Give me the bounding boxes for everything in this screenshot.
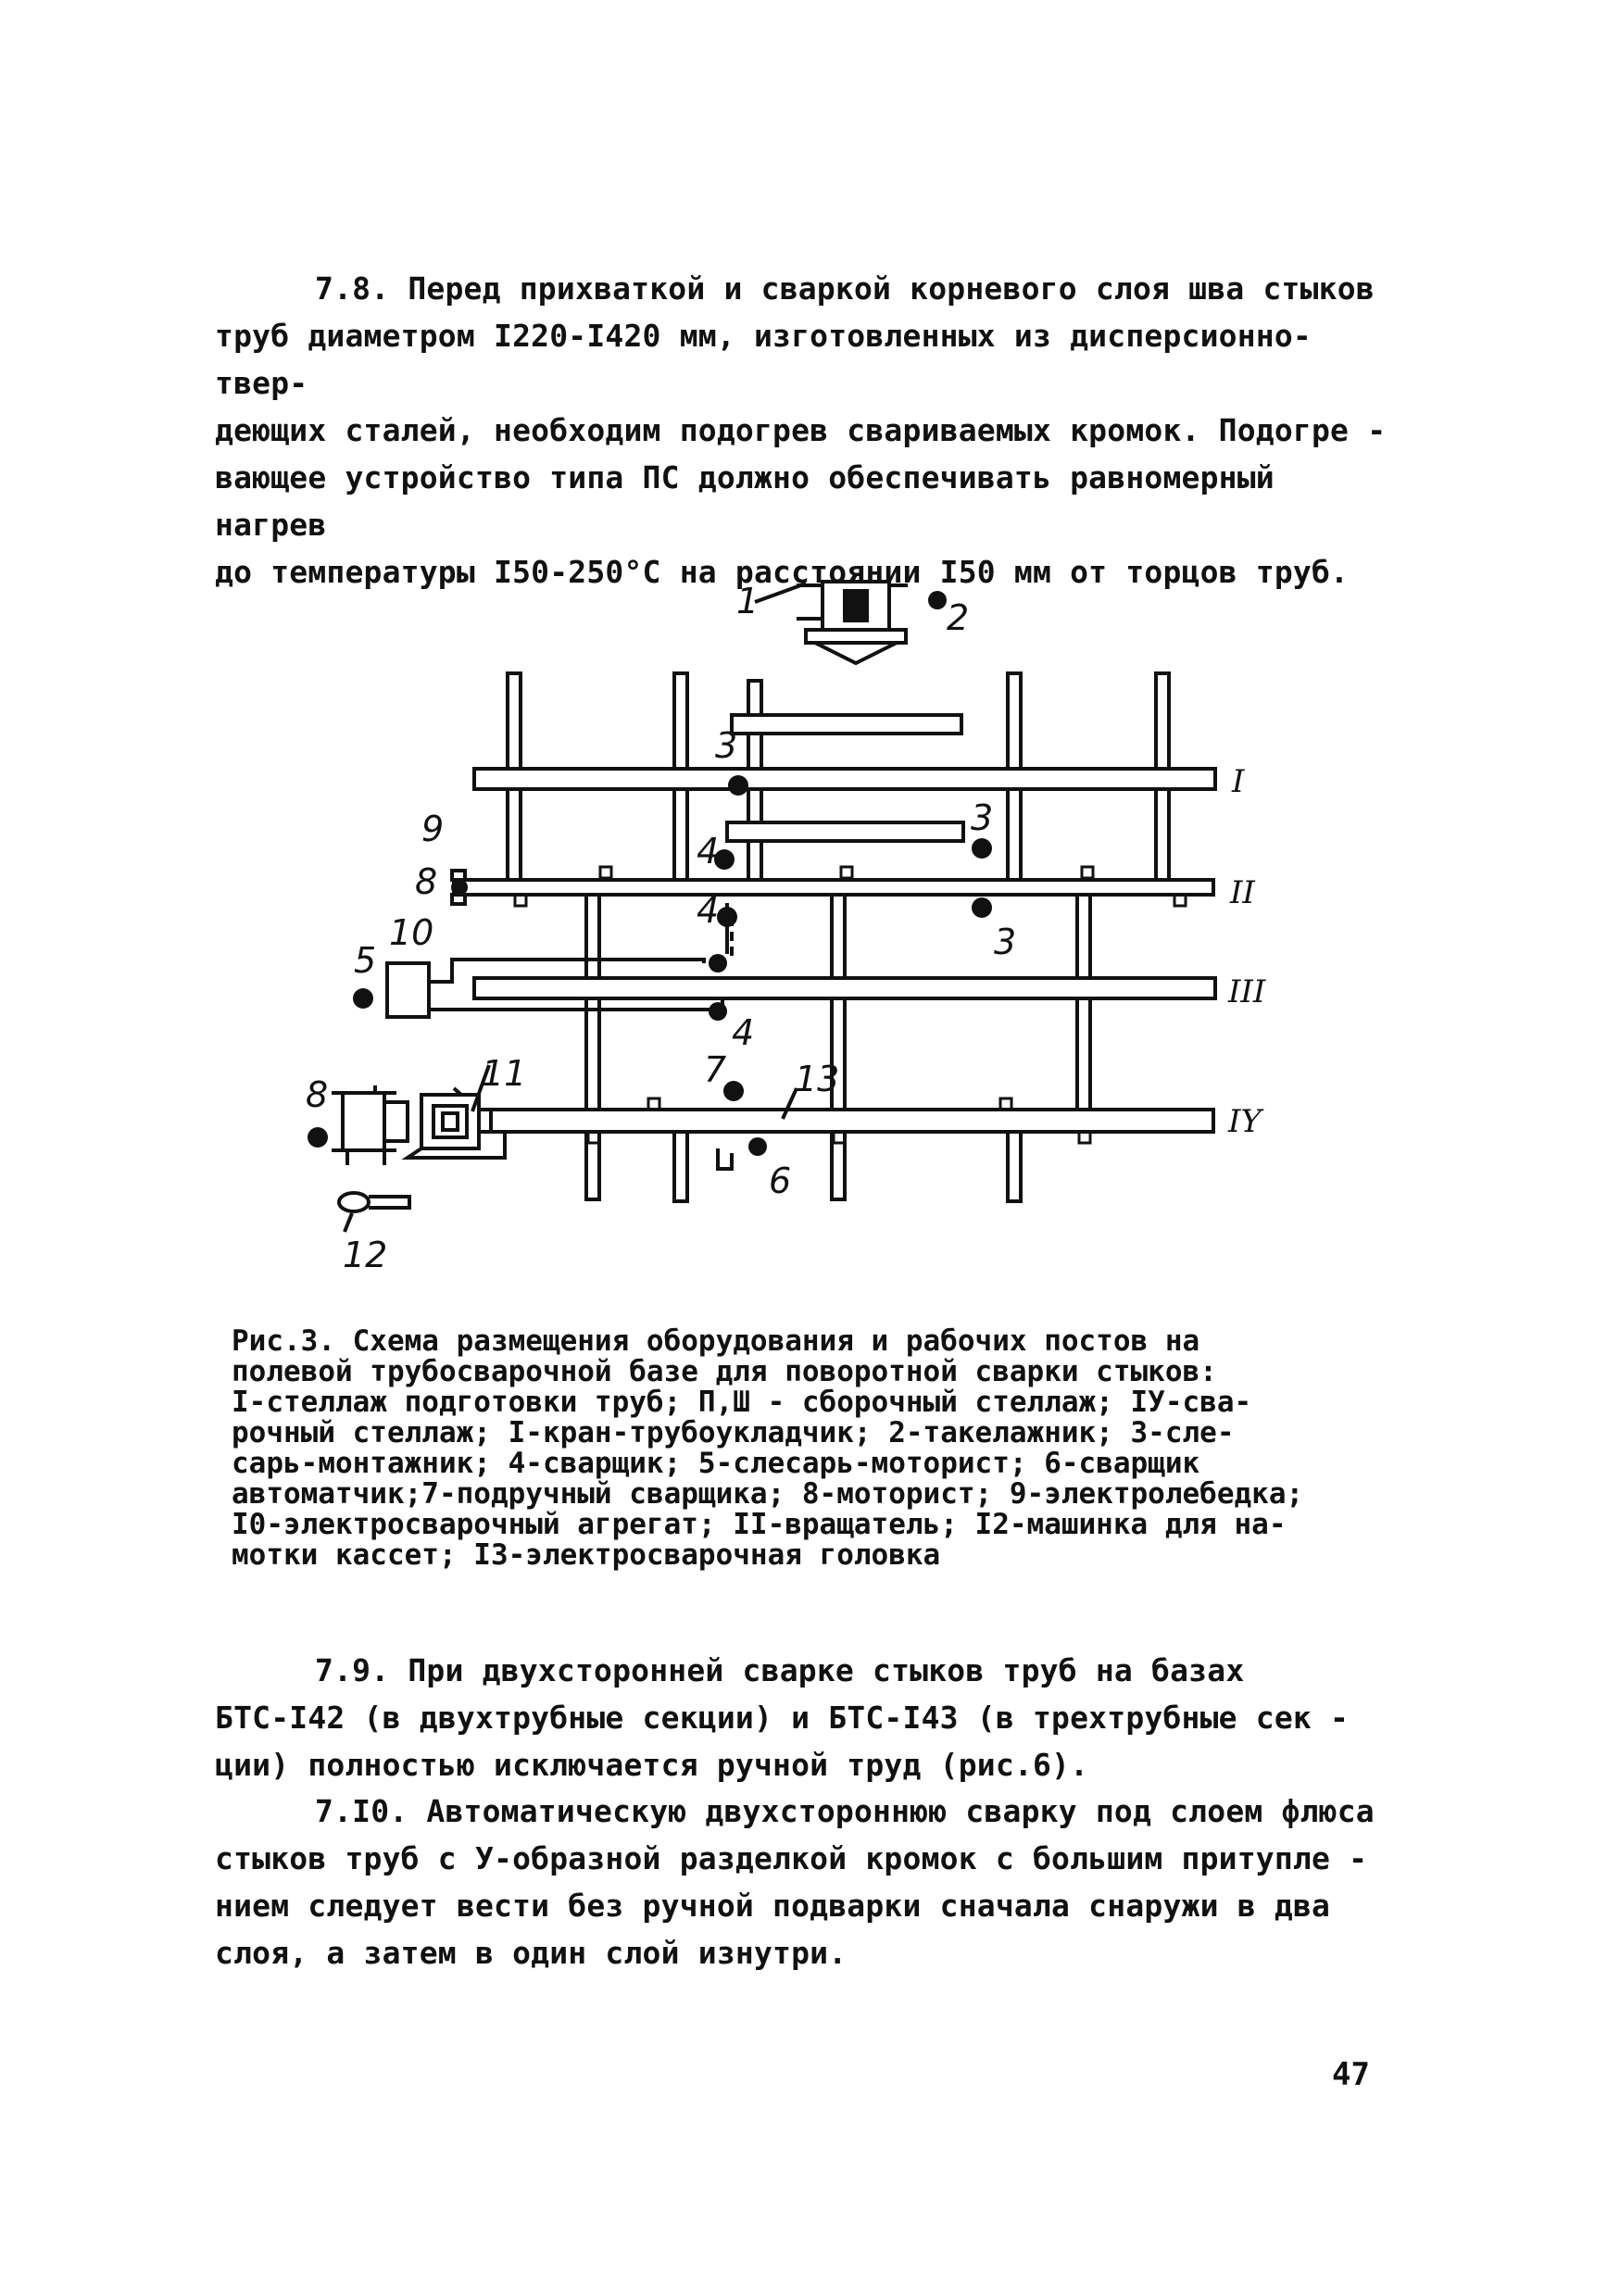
label-3a: 3 [715,725,738,766]
page-number: 47 [1332,2056,1370,2093]
rack-II [454,880,1213,895]
welding-generator-icon [387,963,429,1017]
worker-2-marker [928,591,947,609]
worker-4c-marker [709,954,727,972]
worker-8-marker [308,1127,328,1148]
rack-I-upper-pipe [732,715,961,734]
label-3c: 3 [994,922,1017,962]
rack-IV [491,1110,1213,1132]
label-4c: 4 [732,1012,755,1053]
label-13: 13 [795,1059,840,1099]
rack-III [474,978,1215,998]
rack-I [474,769,1215,789]
rack-label-II: II [1230,874,1255,911]
worker-5-marker [353,988,373,1009]
worker-markers [308,591,992,1156]
label-6: 6 [769,1161,792,1201]
figure-caption: Рис.3. Схема размещения оборудования и рабочих постов на полевой трубосварочной базе для поворотной сварки стыков: I-стеллаж подготовки труб; П,Ш - сборочный стеллаж; IУ-сва- рочный стеллаж; I-кран-трубоукладчик; 2-такелажник; 3-сле- сарь-монтажник; 4-сварщик; 5-слесарь-моторист; 6-сварщик автоматчик;7-подручный сварщика; 8-моторист; 9-электролебедка; I0-электросварочный агрегат; II-вращатель; I2-машинка для на- мотки кассет; I3-электросварочная головка [232,1324,1304,1572]
worker-3b-marker [972,838,992,859]
label-5: 5 [354,940,377,981]
pipelayer-crane-icon [797,582,908,663]
worker-8b-marker [451,879,468,896]
label-12: 12 [343,1235,388,1275]
label-1: 1 [736,581,760,621]
label-4a: 4 [697,831,720,872]
worker-7-marker [723,1081,744,1101]
paragraph-7-10: 7.I0. Автоматическую двухстороннюю сварку под слоем флюса стыков труб с У-образной разделкой кромок с большим притупле - нием следует вести без ручной подварки сначала снаружи в два слоя, а затем в один слой изнутри. [215,1793,1375,1971]
cassette-machine-icon [339,1193,409,1211]
label-11: 11 [482,1053,527,1094]
rack-label-I: I [1232,763,1245,800]
label-4b: 4 [697,890,720,931]
label-9: 9 [421,809,445,849]
worker-4b-marker [717,907,737,927]
paragraph-7-9: 7.9. При двухсторонней сварке стыков труб на базах БТС-I42 (в двухтрубные секции) и БТС-I43 (в трехтрубные сек - ции) полностью исключается ручной труд (рис.6). [215,1652,1350,1783]
rack-label-III: III [1228,973,1266,1010]
label-8b: 8 [306,1074,329,1115]
label-10: 10 [389,912,434,953]
worker-3c-marker [972,897,992,918]
worker-3a-marker [728,775,748,796]
rack-I-lower-pipe [727,822,963,841]
paragraph-7-8: 7.8. Перед прихваткой и сваркой корневого слоя шва стыков труб диаметром I220-I420 мм, изготовленных из дисперсионно-твер- деющих сталей, необходим подогрев свариваемых кромок. Подогре - вающее устройство типа ПС должно обеспечивать равномерный нагрев до температуры I50-250°С на расстоянии I50 мм от торцов труб. [215,270,1387,590]
label-2: 2 [947,597,970,638]
label-3b: 3 [971,797,994,838]
rack-label-IV: IY [1228,1103,1262,1140]
label-8a: 8 [415,861,438,902]
worker-6-marker [748,1137,767,1156]
rotator-icon [421,1095,479,1148]
label-7: 7 [704,1049,727,1090]
